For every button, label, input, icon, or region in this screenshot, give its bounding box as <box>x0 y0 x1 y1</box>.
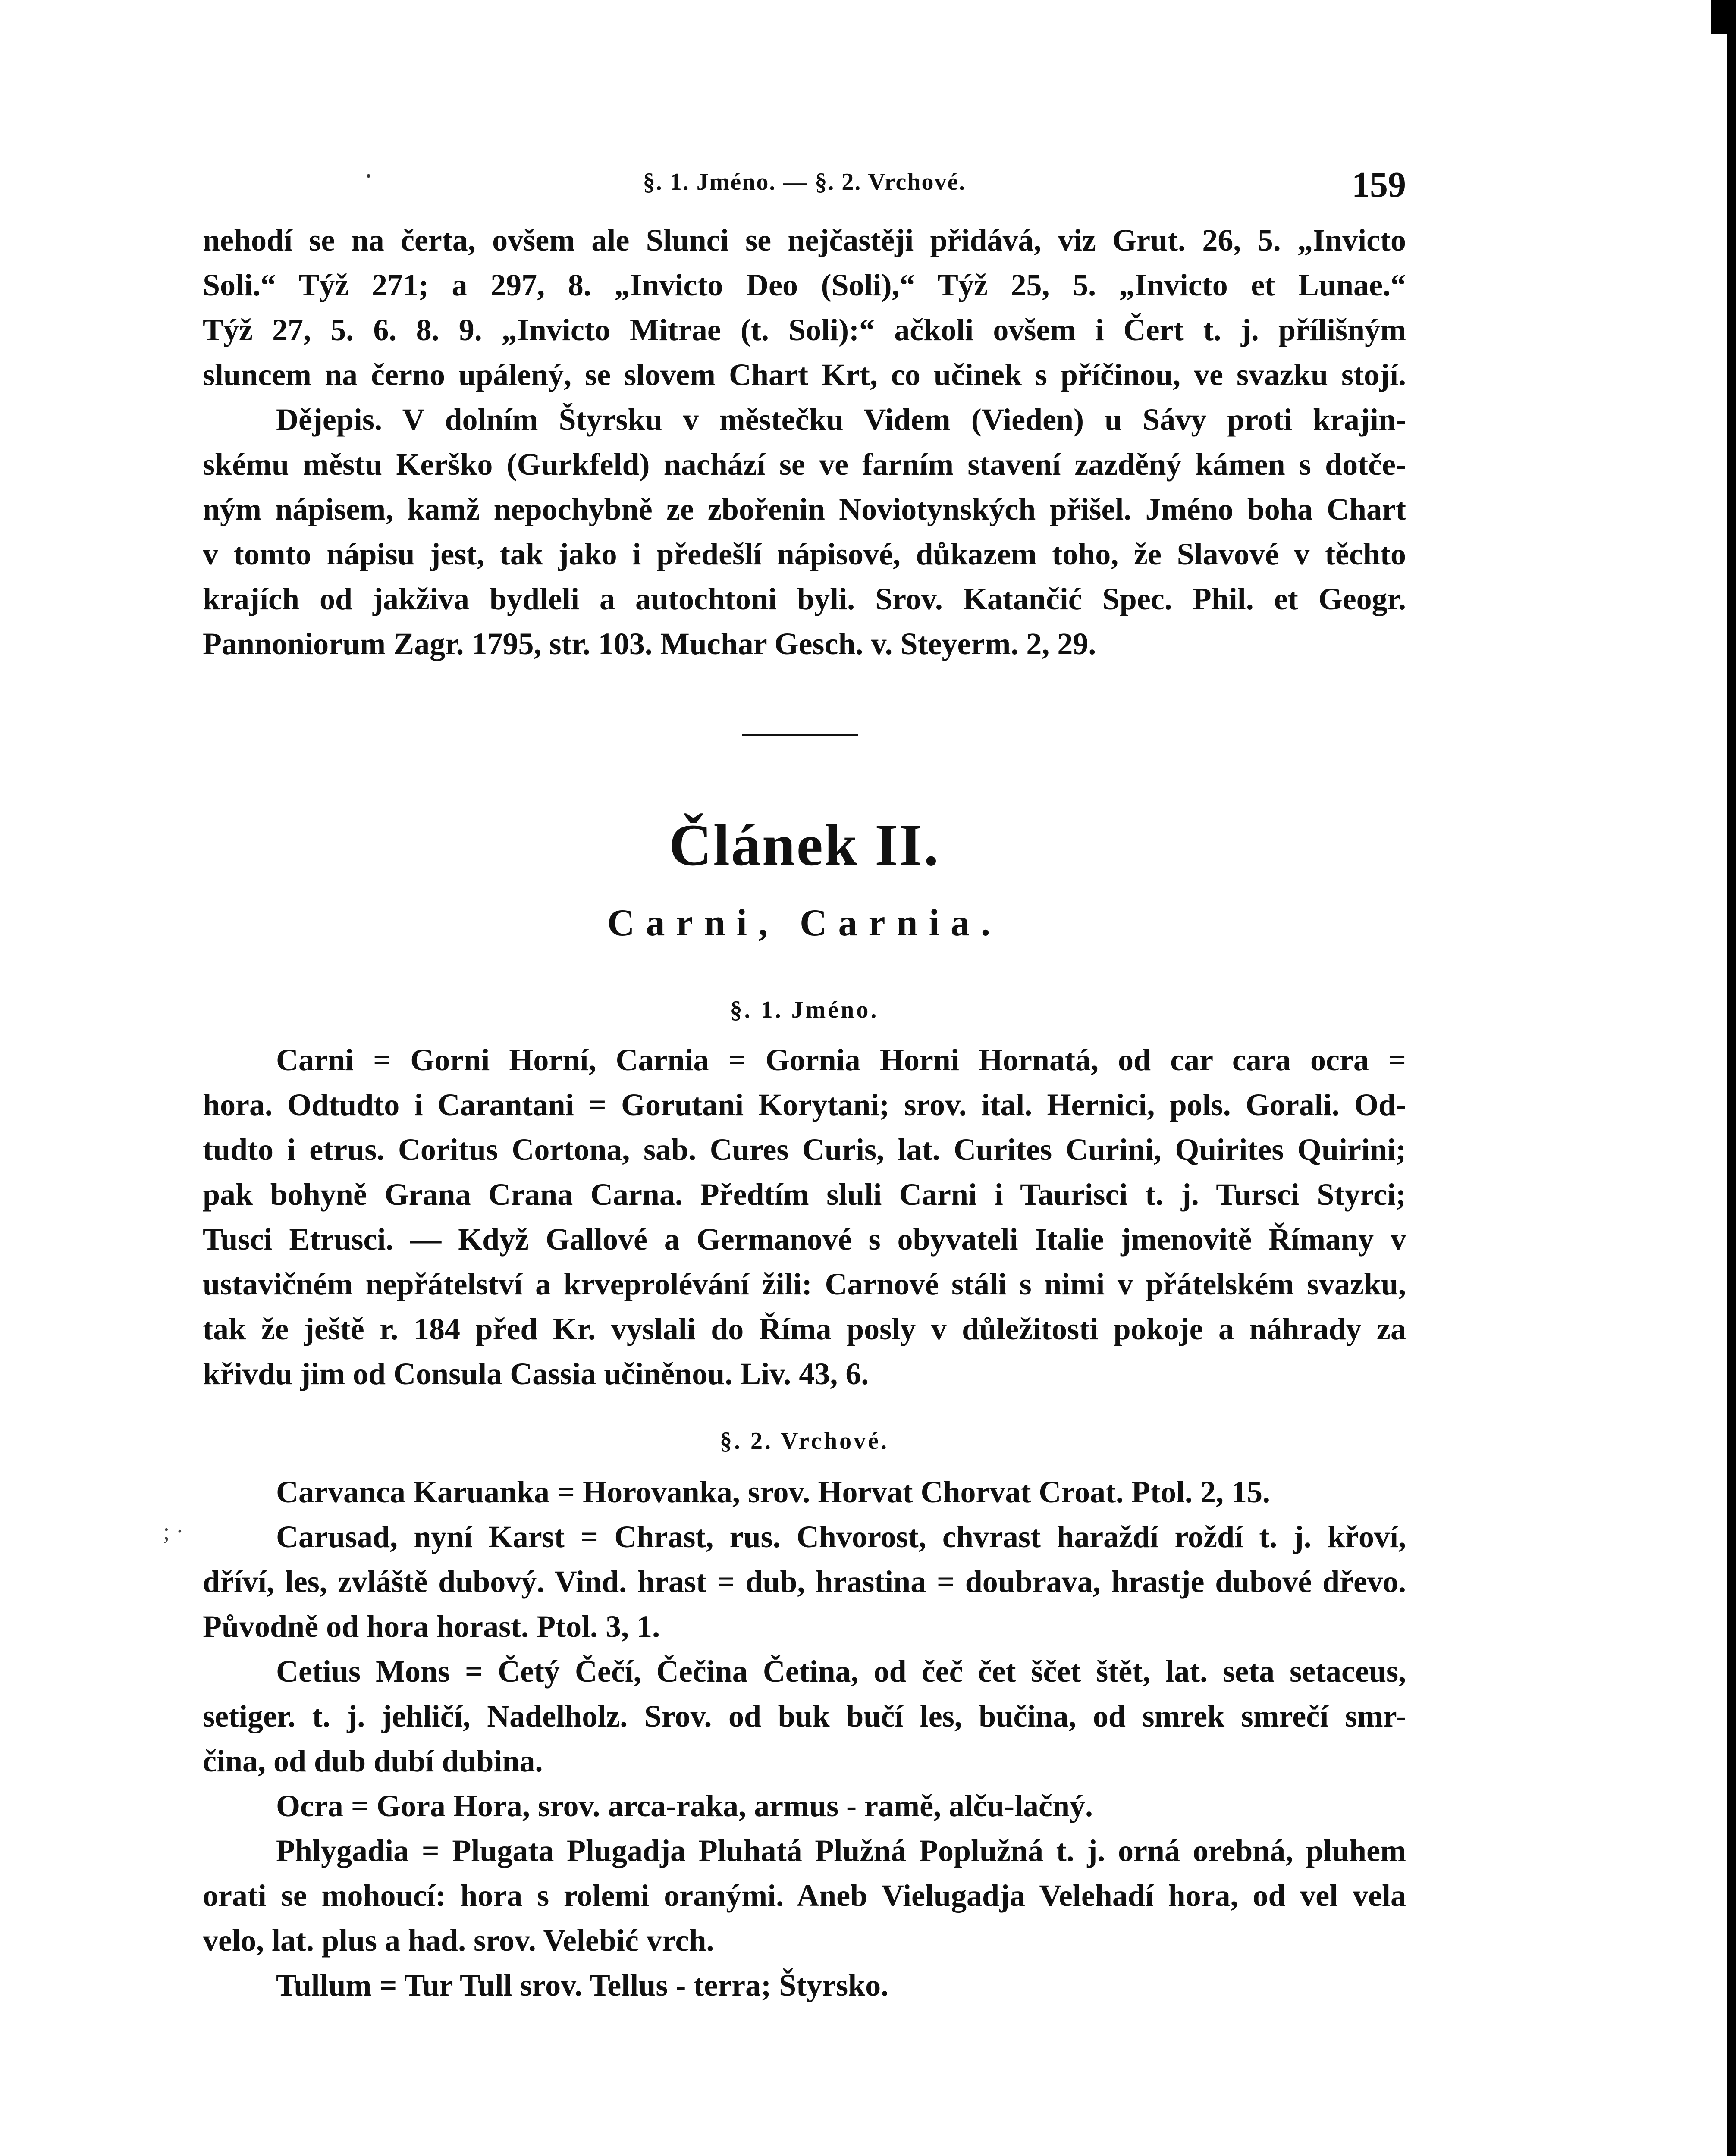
scan-border-right <box>1727 0 1736 2156</box>
text-line: Tullum = Tur Tull srov. Tellus - terra; Štyrsko. <box>276 1968 889 2002</box>
text-line: Carni = Gorni Horní, Carnia = Gornia Horni Hornatá, od car cara ocra = <box>276 1043 1406 1077</box>
page-number: 159 <box>1352 165 1406 205</box>
text-line: Soli.“ Týž 271; a 297, 8. „Invicto Deo (Soli),“ Týž 25, 5. „Invicto et Lunae.“ <box>203 268 1406 302</box>
text-line: orati se mohoucí: hora s rolemi oranými. Aneb Vielugadja Velehadí hora, od vel vela <box>203 1878 1406 1913</box>
text-line: Phlygadia = Plugata Plugadja Pluhatá Plužná Poplužná t. j. orná orebná, pluhem <box>276 1833 1406 1868</box>
scan-border-corner <box>1711 0 1728 34</box>
text-line: skému městu Kerško (Gurkfeld) nachází se ve farním stavení zazděný kámen s dotče- <box>203 447 1406 482</box>
text-line: křivdu jim od Consula Cassia učiněnou. Liv. 43, 6. <box>203 1357 869 1391</box>
text-line: nehodí se na čerta, ovšem ale Slunci se nejčastěji přidává, viz Grut. 26, 5. „Invicto <box>203 223 1406 257</box>
text-line: tak že ještě r. 184 před Kr. vyslali do Říma posly v důležitosti pokoje a náhrady za <box>203 1312 1406 1346</box>
section-heading-vrchove: §. 2. Vrchové. <box>720 1428 889 1454</box>
text-line: pak bohyně Grana Crana Carna. Předtím sluli Carni i Taurisci t. j. Tursci Styrci; <box>203 1177 1406 1212</box>
page-header <box>203 164 1406 211</box>
chapter-subtitle: Carni, Carnia. <box>607 902 1001 944</box>
text-line: setiger. t. j. jehličí, Nadelholz. Srov. od buk bučí les, bučina, od smrek smrečí smr- <box>203 1699 1406 1733</box>
text-line: Ocra = Gora Hora, srov. arca-raka, armus - ramě, alču-lačný. <box>276 1789 1093 1823</box>
section-vrchove-entries <box>203 1470 1406 2008</box>
text-line: Pannoniorum Zagr. 1795, str. 103. Muchar Gesch. v. Steyerm. 2, 29. <box>203 627 1096 661</box>
text-line: dříví, les, zvláště dubový. Vind. hrast = dub, hrastina = doubrava, hrastje dubové dřevo. <box>203 1564 1406 1599</box>
text-line: ustavičném nepřátelství a krveprolévání žili: Carnové stáli s nimi v přátelském svazku, <box>203 1267 1406 1301</box>
text-line: čina, od dub dubí dubina. <box>203 1744 543 1778</box>
text-line: Cetius Mons = Četý Čečí, Čečina Četina, od čeč čet ščet štět, lat. seta setaceus, <box>276 1654 1406 1689</box>
section-heading-jmeno: §. 1. Jméno. <box>730 997 879 1023</box>
text-line: Carusad, nyní Karst = Chrast, rus. Chvorost, chvrast haraždí roždí t. j. křoví, <box>276 1520 1406 1554</box>
text-line: Týž 27, 5. 6. 8. 9. „Invicto Mitrae (t. Soli):“ ačkoli ovšem i Čert t. j. přílišným <box>203 313 1406 347</box>
text-line: tudto i etrus. Coritus Cortona, sab. Cures Curis, lat. Curites Curini, Quirites Quirini; <box>203 1132 1406 1167</box>
dejepis-paragraph <box>203 397 1406 666</box>
text-line: Carvanca Karuanka = Horovanka, srov. Horvat Chorvat Croat. Ptol. 2, 15. <box>276 1475 1271 1509</box>
text-line: ným nápisem, kamž nepochybně ze zbořenin Noviotynských přišel. Jméno boha Chart <box>203 492 1406 526</box>
text-line: Dějepis. V dolním Štyrsku v městečku Videm (Vieden) u Sávy proti krajin- <box>276 402 1406 437</box>
text-line: sluncem na černo upálený, se slovem Chart Krt, co učinek s příčinou, ve svazku stojí. <box>203 357 1406 392</box>
chapter-title: Článek II. <box>669 812 940 878</box>
text-line: v tomto nápisu jest, tak jako i předešlí nápisové, důkazem toho, že Slavové v těchto <box>203 537 1406 571</box>
text-line: Tusci Etrusci. — Když Gallové a Germanové s obyvateli Italie jmenovitě Římany v <box>203 1222 1406 1257</box>
continuation-paragraph <box>203 218 1406 397</box>
section-divider <box>742 734 858 736</box>
margin-mark: ; · <box>163 1518 184 1545</box>
section-jmeno-paragraph <box>203 1037 1406 1396</box>
text-line: hora. Odtudto i Carantani = Gorutani Korytani; srov. ital. Hernici, pols. Gorali. Od- <box>203 1087 1406 1122</box>
text-line: velo, lat. plus a had. srov. Velebić vrch. <box>203 1923 714 1958</box>
running-head: §. 1. Jméno. — §. 2. Vrchové. <box>643 169 966 195</box>
text-line: krajích od jakživa bydleli a autochtoni byli. Srov. Katančić Spec. Phil. et Geogr. <box>203 582 1406 616</box>
text-line: Původně od hora horast. Ptol. 3, 1. <box>203 1609 660 1644</box>
